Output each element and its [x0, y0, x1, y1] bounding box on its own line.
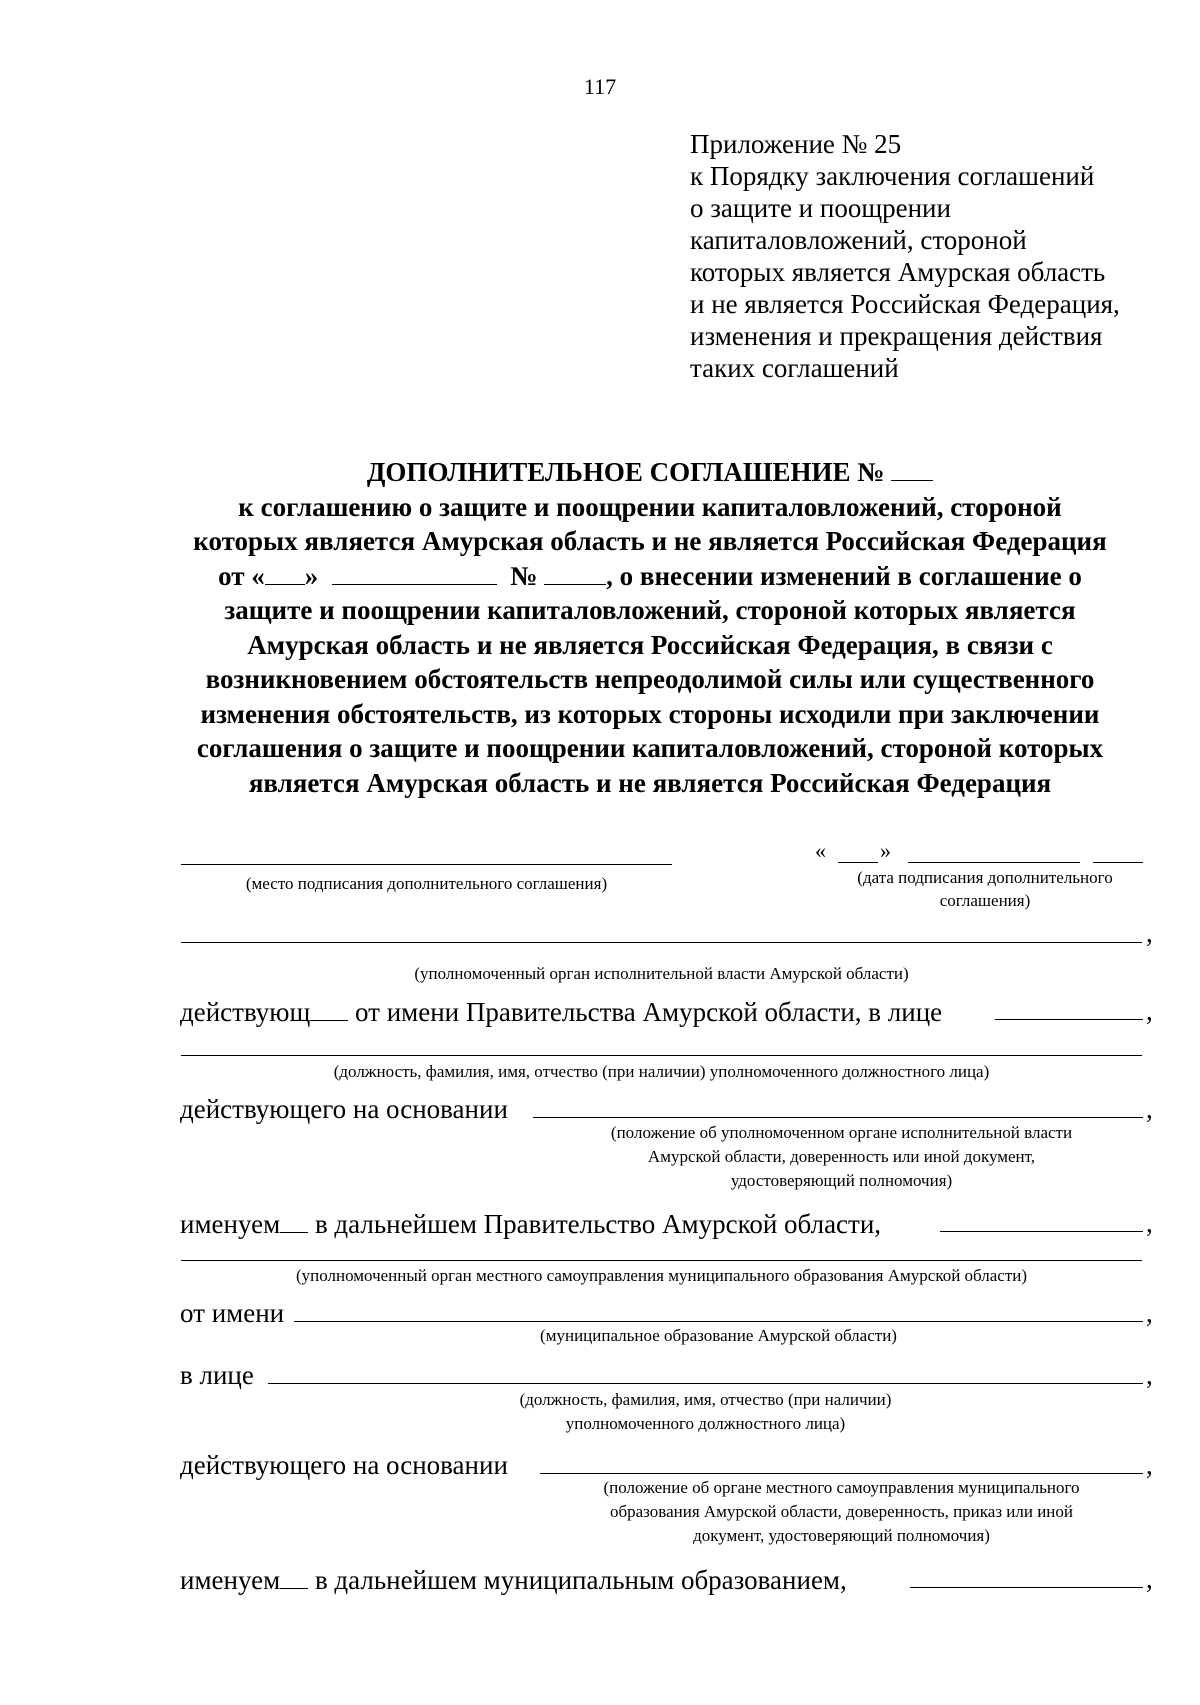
signing-date-caption-2: соглашения) [939, 891, 1031, 910]
named-ending-blank-1[interactable] [280, 1208, 308, 1233]
title-line: которых является Амурская область и не является Российская Федерация [193, 526, 1107, 556]
appendix-reference [690, 128, 1120, 384]
title-line: возникновением обстоятельств непреодолимой силы или существенного [205, 664, 1095, 694]
base-agreement-number-blank[interactable] [544, 560, 606, 585]
basis-caption-1-line-2: Амурской области, доверенность или иной документ, [647, 1147, 1036, 1166]
appendix-line: которых является Амурская область [690, 257, 1106, 287]
on-behalf-label: от имени [180, 1298, 285, 1328]
appendix-line: о защите и поощрении [690, 193, 951, 223]
title-quote-close: » [304, 560, 319, 591]
basis-caption-2-line-1: (положение об органе местного самоуправления муниципального [603, 1478, 1080, 1497]
acting-text: от имени Правительства Амурской области, в лице [355, 997, 943, 1027]
appendix-line: изменения и прекращения действия [690, 321, 1103, 351]
acting-row [180, 996, 942, 1027]
title-line: изменения обстоятельств, из которых стороны исходили при заключении [200, 698, 1100, 729]
appendix-line: к Порядку заключения соглашений [690, 161, 1095, 191]
appendix-line: и не является Российская Федерация, [690, 289, 1120, 319]
title-line: является Амурская область и не является Российская Федерация [248, 767, 1052, 798]
signing-date-day-field[interactable] [838, 862, 878, 863]
named-field-1[interactable] [940, 1231, 1143, 1232]
comma: , [1146, 996, 1153, 1026]
title-line: соглашения о защите и поощрении капиталовложений, стороной которых [196, 733, 1104, 763]
signing-date-month-field[interactable] [908, 862, 1080, 863]
comma: , [1146, 1094, 1153, 1124]
appendix-line: капиталовложений, стороной [690, 225, 1027, 255]
named-prefix-1: именуем [180, 1209, 281, 1239]
basis-caption-1-line-1: (положение об уполномоченном органе исполнительной власти [610, 1123, 1073, 1142]
person-caption-line-2: уполномоченного должностного лица) [565, 1414, 846, 1433]
municipality-caption: (муниципальное образование Амурской области) [540, 1326, 897, 1345]
person-label: в лице [180, 1360, 254, 1390]
document-title [150, 455, 1150, 800]
basis-label-1: действующего на основании [180, 1094, 508, 1124]
title-line: защите и поощрении капиталовложений, стороной которых является [224, 595, 1076, 625]
basis-caption-2-line-2: образования Амурской области, доверенность, приказ или иной [609, 1502, 1074, 1521]
executive-authority-caption: (уполномоченный орган исполнительной власти Амурской области) [414, 964, 909, 983]
comma: , [1146, 1208, 1153, 1238]
official-position-caption: (должность, фамилия, имя, отчество (при наличии) уполномоченного должностного лица) [333, 1062, 990, 1081]
named-row-1 [180, 1208, 881, 1239]
named-field-2[interactable] [910, 1587, 1143, 1588]
comma: , [1146, 1564, 1153, 1594]
signing-place-caption: (место подписания дополнительного соглашения) [245, 874, 608, 893]
title-line: к соглашению о защите и поощрении капиталовложений, стороной [238, 491, 1062, 522]
comma: , [1146, 1450, 1153, 1480]
basis-document-field-2[interactable] [540, 1473, 1143, 1474]
municipality-field[interactable] [294, 1321, 1143, 1322]
signing-date-year-field[interactable] [1093, 862, 1143, 863]
local-government-caption: (уполномоченный орган местного самоуправления муниципального образования Амурской области) [295, 1266, 1028, 1285]
title-line: Амурская область и не является Российская Федерация, в связи с [247, 629, 1053, 660]
signing-date-caption-1: (дата подписания дополнительного [857, 868, 1113, 887]
named-ending-blank-2[interactable] [280, 1564, 308, 1589]
title-heading-text: ДОПОЛНИТЕЛЬНОЕ СОГЛАШЕНИЕ № [366, 457, 885, 487]
local-government-field[interactable] [181, 1260, 1142, 1261]
basis-caption-1-line-3: удостоверяющий полномочия) [730, 1171, 953, 1190]
acting-prefix: действующ [180, 997, 311, 1027]
base-agreement-day-blank[interactable] [265, 560, 305, 585]
comma: , [1146, 918, 1153, 948]
executive-authority-field[interactable] [181, 942, 1142, 943]
named-text-2: в дальнейшем муниципальным образованием, [314, 1565, 847, 1595]
title-heading [150, 455, 1150, 490]
named-prefix-2: именуем [180, 1565, 281, 1595]
comma: , [1146, 1298, 1153, 1328]
named-row-2 [180, 1564, 847, 1595]
title-number-sign: № [510, 560, 538, 591]
base-agreement-month-year-blank[interactable] [332, 560, 497, 585]
acting-ending-blank[interactable] [310, 996, 348, 1021]
appendix-line: Приложение № 25 [690, 129, 902, 159]
basis-document-field-1[interactable] [533, 1117, 1143, 1118]
title-from: от « [218, 560, 265, 591]
title-line-date [150, 559, 1150, 594]
official-position-field[interactable] [181, 1055, 1142, 1056]
appendix-line: таких соглашений [690, 353, 899, 383]
acting-person-field[interactable] [995, 1019, 1143, 1020]
person-caption-line-1: (должность, фамилия, имя, отчество (при наличии) [519, 1390, 892, 1409]
basis-caption-2-line-3: документ, удостоверяющий полномочия) [693, 1526, 990, 1545]
signing-date-close-quote: » [880, 838, 891, 863]
agreement-number-blank[interactable] [891, 456, 933, 481]
basis-label-2: действующего на основании [180, 1450, 508, 1480]
person-field[interactable] [268, 1383, 1143, 1384]
signing-place-field[interactable] [181, 864, 672, 865]
named-text-1: в дальнейшем Правительство Амурской области, [314, 1209, 882, 1239]
comma: , [1146, 1360, 1153, 1390]
page-number: 117 [583, 74, 617, 99]
title-line-rest: , о внесении изменений в соглашение о [606, 560, 1082, 591]
signing-date-open-quote: « [815, 838, 826, 863]
